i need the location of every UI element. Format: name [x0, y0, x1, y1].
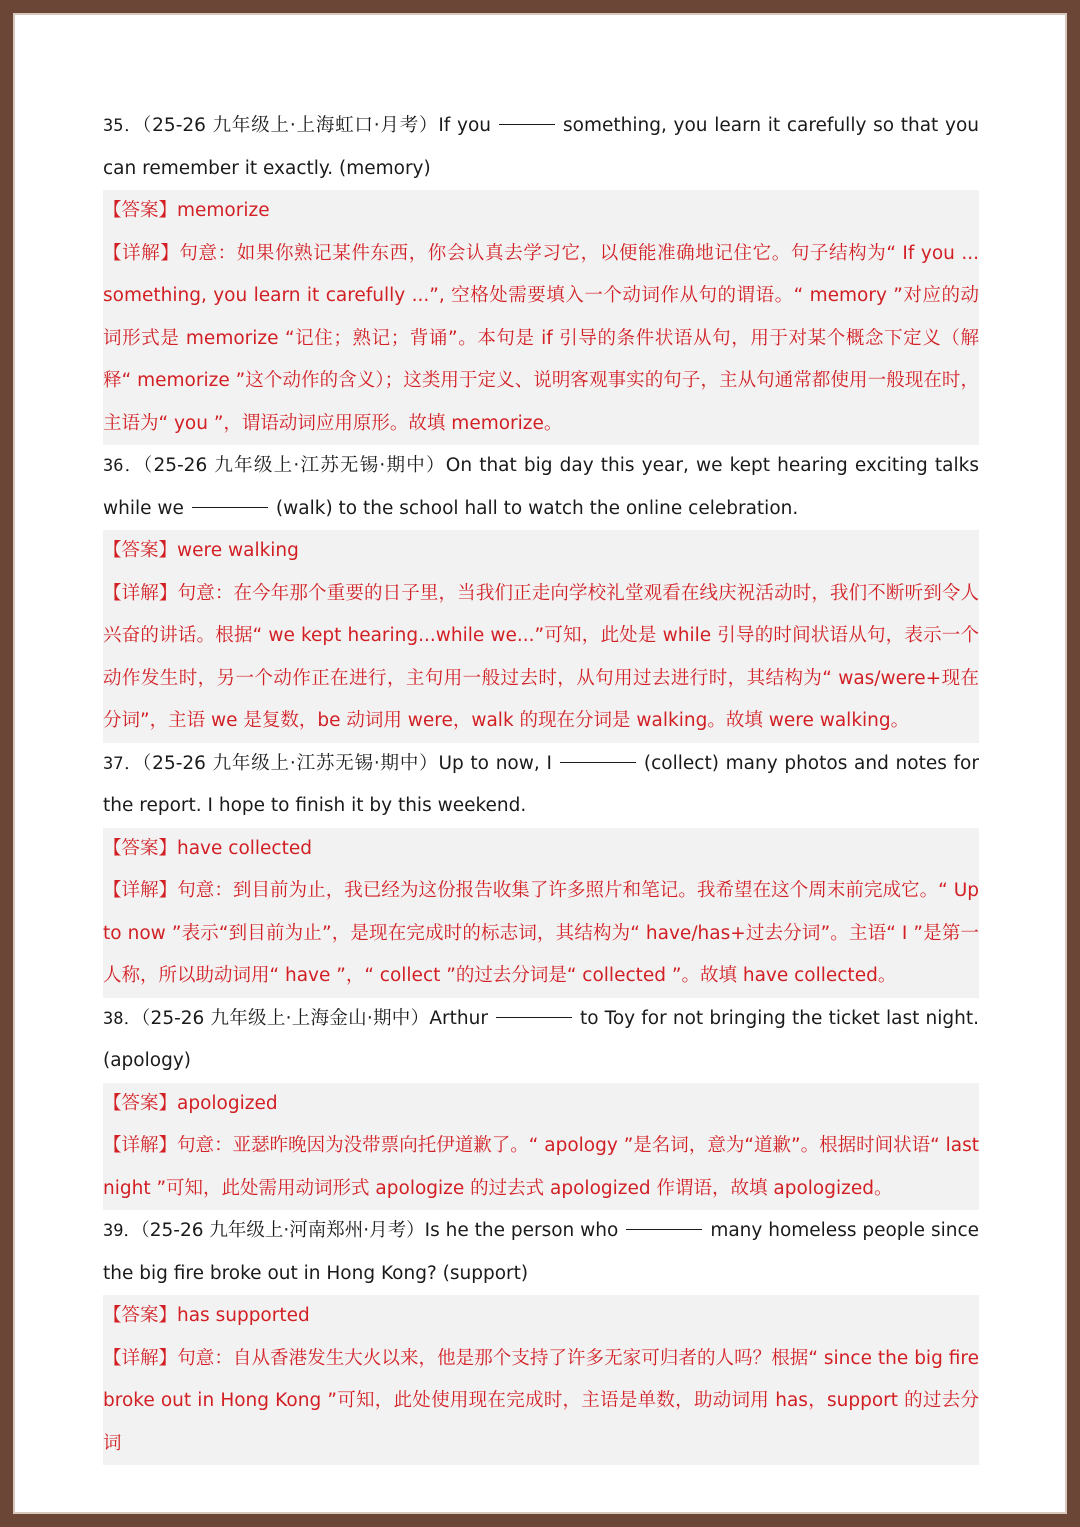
- question-text: [103, 445, 979, 530]
- question-number: 39．: [103, 1221, 141, 1241]
- question-number: 37．: [103, 753, 143, 774]
- detail-text: 【详解】句意：在今年那个重要的日子里，当我们正走向学校礼堂观看在线庆祝活动时，我们不断听到令人兴奋的讲话。根据“ we kept hearing...while we...”可知，此处是 while 引导的时间状语从句，表示一个动作发生时，另一个动作正在进行，主句用一般过去时，从句用过去进行时，其结构为“ was/were+现在分词”，主语 we 是复数，be 动词用 were，walk 的现在分词是 walking。故填 were walking。: [103, 582, 979, 731]
- question-text: [103, 743, 979, 828]
- answer-box: [103, 190, 979, 445]
- detail-text: 【详解】句意：亚瑟昨晚因为没带票向托伊道歉了。“ apology ”是名词，意为“道歉”。根据时间状语“ last night ”可知，此处需用动词形式 apologize 的过去式 apologized 作谓语，故填 apologized。: [103, 1135, 979, 1199]
- question-prefix: （25-26 九年级上·江苏无锡·期中）On that big day this year, we kept hearing exciting talks while we: [103, 455, 979, 519]
- question-suffix: (collect) many photos and notes for the report. I hope to finish it by this weekend.: [103, 752, 979, 816]
- document-page: [13, 13, 1067, 1514]
- question-text: [103, 998, 979, 1083]
- answer-blank: [499, 123, 555, 125]
- answer-text: 【答案】have collected: [103, 837, 312, 859]
- question-number: 36．: [103, 456, 143, 476]
- answer-text: 【答案】apologized: [103, 1092, 278, 1114]
- detail-text: 【详解】句意：自从香港发生大火以来，他是那个支持了许多无家可归者的人吗？根据“ since the big fire broke out in Hong Kong ”可知，此处使用现在完成时，主语是单数，助动词用 has，support 的过去分词: [103, 1347, 979, 1454]
- answer-blank: [626, 1228, 702, 1230]
- answer-text: 【答案】has supported: [103, 1305, 310, 1326]
- question-number: 35．: [103, 116, 143, 136]
- answer-box: [103, 1295, 979, 1465]
- question-35: [103, 105, 979, 445]
- question-suffix: something, you learn it carefully so that you can remember it exactly. (memory): [103, 115, 979, 179]
- answer-blank: [560, 761, 636, 763]
- answer-text: 【答案】were walking: [103, 540, 299, 561]
- question-prefix: （25-26 九年级上·上海虹口·月考）If you: [142, 115, 492, 136]
- question-number: 38．: [103, 1008, 142, 1029]
- answer-blank: [496, 1016, 572, 1018]
- question-suffix: many homeless people since the big fire broke out in Hong Kong? (support): [103, 1220, 979, 1284]
- question-prefix: （25-26 九年级上·河南郑州·月考）Is he the person who: [140, 1220, 619, 1241]
- detail-text: 【详解】句意：如果你熟记某件东西，你会认真去学习它，以便能准确地记住它。句子结构为“ If you ... something, you learn it carefully ...”, 空格处需要填入一个动词作从句的谓语。“ memory ”对应的动词形式是 memorize “记住；熟记；背诵”。本句是 if 引导的条件状语从句，用于对某个概念下定义（解释“ memorize ”这个动作的含义）；这类用于定义、说明客观事实的句子，主从句通常都使用一般现在时，主语为“ you ”，谓语动词应用原形。故填 memorize。: [103, 242, 979, 434]
- question-prefix: （25-26 九年级上·上海金山·期中）Arthur: [141, 1007, 488, 1029]
- question-list: [103, 105, 979, 1465]
- question-suffix: to Toy for not bringing the ticket last night. (apology): [103, 1007, 979, 1071]
- answer-box: [103, 828, 979, 998]
- question-prefix: （25-26 九年级上·江苏无锡·期中）Up to now, I: [142, 752, 552, 774]
- question-text: [103, 1210, 979, 1295]
- question-37: [103, 743, 979, 998]
- question-text: [103, 105, 979, 190]
- detail-text: 【详解】句意：到目前为止，我已经为这份报告收集了许多照片和笔记。我希望在这个周末前完成它。“ Up to now ”表示“到目前为止”，是现在完成时的标志词，其结构为“ have/has+过去分词”。主语“ I ”是第一人称，所以助动词用“ have ”，“ collect ”的过去分词是“ collected ”。故填 have collected。: [103, 880, 979, 986]
- question-39: [103, 1210, 979, 1465]
- answer-box: [103, 1083, 979, 1211]
- answer-text: 【答案】memorize: [103, 200, 270, 221]
- answer-box: [103, 530, 979, 743]
- question-36: [103, 445, 979, 743]
- answer-blank: [192, 506, 268, 508]
- question-38: [103, 998, 979, 1211]
- question-suffix: (walk) to the school hall to watch the online celebration.: [275, 497, 799, 519]
